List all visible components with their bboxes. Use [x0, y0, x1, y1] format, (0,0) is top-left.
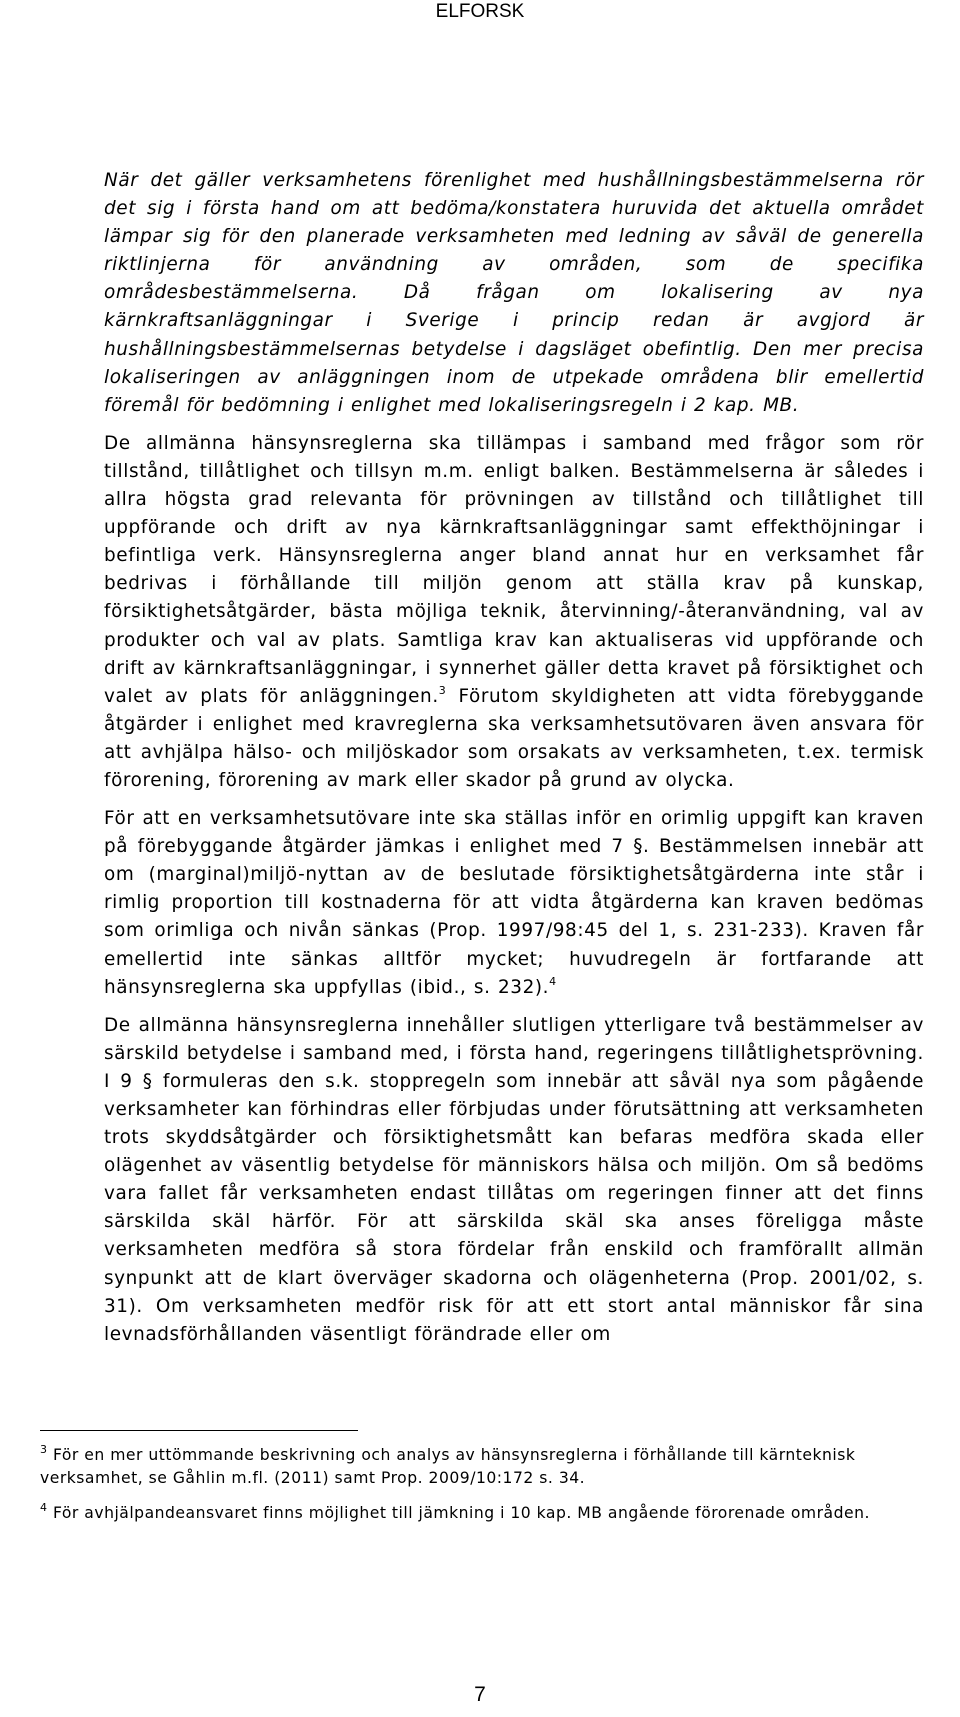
paragraph-1 — [104, 167, 924, 420]
footnote-ref-4[interactable]: 4 — [549, 974, 557, 988]
paragraph-4-text: De allmänna hänsynsreglerna innehåller slutligen ytterligare två bestämmelser av särskild betydelse i samband med, i första hand, regeringens tillåtlighetsprövning. I 9 § formuleras den s.k. stoppregeln som innebär att såväl nya som pågående verksamheter kan förhindras eller förbjudas under förutsättning att verksamheten trots skyddsåtgärder och försiktighetsmått kan befaras medföra skada eller olägenhet av väsentlig betydelse för människors hälsa och miljön. Om så bedöms vara fallet får verksamheten endast tillåtas om regeringen finner att det finns särskilda skäl härför. För att särskilda skäl ska anses föreligga måste verksamheten medföra så stora fördelar från enskild och framförallt allmän synpunkt att de klart överväger skadorna och olägenheterna (Prop. 2001/02, s. 31). Om verksamheten medför risk för att ett stort antal människor får sina levnadsförhållanden väsentligt förändrade eller om — [104, 1014, 924, 1345]
running-header: ELFORSK — [435, 1, 525, 22]
footnote-3 — [40, 1444, 920, 1490]
paragraph-2 — [104, 430, 924, 795]
paragraph-4 — [104, 1012, 924, 1349]
paragraph-3 — [104, 805, 924, 1002]
paragraph-2-text-b: Bestämmelserna är således i allra högsta grad relevanta för prövningen av tillstånd och tillåtlighet till uppförande och drift av nya kärnkraftsanläggningar samt effekthöjningar i befintliga verk. Hänsynsreglerna anger bland annat hur en verksamhet får bedrivas i förhållande till miljön genom att ställa krav på kunskap, försiktighetsåtgärder, bästa möjliga teknik, återvinning/-återanvändning, val av produkter och val av plats. Samtliga krav kan aktualiseras vid uppförande och drift av kärnkraftsanläggningar, i synnerhet gäller detta kravet på försiktighet och valet av plats för anläggningen. — [104, 460, 924, 707]
footnote-separator — [40, 1430, 358, 1431]
footnote-text: För avhjälpandeansvaret finns möjlighet till jämkning i 10 kap. MB angående förorenade områden. — [52, 1504, 870, 1522]
footnote-ref-3[interactable]: 3 — [438, 683, 447, 697]
footnotes — [40, 1444, 920, 1537]
footnote-text: För en mer uttömmande beskrivning och analys av hänsynsreglerna i förhållande till kärnteknisk verksamhet, se Gåhlin m.fl. (2011) samt Prop. 2009/10:172 s. 34. — [40, 1446, 856, 1487]
footnote-number: 3 — [40, 1443, 48, 1456]
paragraph-3-text: För att en verksamhetsutövare inte ska ställas inför en orimlig uppgift kan kraven på förebyggande åtgärder jämkas i enlighet med 7 §. Bestämmelsen innebär att om (marginal)miljö-nyttan av de beslutade försiktighetsåtgärderna inte står i rimlig proportion till kostnaderna för att vidta åtgärderna kan kraven bedömas som orimliga och nivån sänkas (Prop. 1997/98:45 del 1, s. 231-233). Kraven får emellertid inte sänkas alltför mycket; huvudregeln är fortfarande att hänsynsreglerna ska uppfyllas (ibid., s. 232). — [104, 808, 924, 998]
footnote-4 — [40, 1502, 920, 1525]
page-number: 7 — [474, 1683, 486, 1706]
footnote-number: 4 — [40, 1501, 48, 1514]
paragraph-1-text: När det gäller verksamhetens förenlighet med hushållningsbestämmelserna rör det sig i första hand om att bedöma/konstatera huruvida det aktuella området lämpar sig för den planerade verksamheten med ledning av såväl de generella riktlinjerna för användning av områden, som de specifika områdesbestämmelserna. Då frågan om lokalisering av nya kärnkraftsanläggningar i Sverige i princip redan är avgjord är hushållningsbestämmelsernas betydelse i dagsläget obefintlig. Den mer precisa lokaliseringen av anläggningen inom de utpekade områdena blir emellertid föremål för bedömning i enlighet med lokaliseringsregeln i 2 kap. MB. — [104, 170, 924, 416]
body-text — [104, 167, 924, 1359]
paragraph-2-text-a: De allmänna hänsynsreglerna ska tillämpas i samband med frågor som rör tillstånd, tillåtlighet och tillsyn m.m. enligt balken. — [104, 432, 924, 482]
paragraph-2-text-c: Förutom skyldigheten att vidta förebyggande åtgärder i enlighet med kravreglerna ska verksamhetsutövaren även ansvara för att avhjälpa hälso- och miljöskador som orsakats av verksamheten, t.ex. termisk förorening, förorening av mark eller skador på grund av olycka. — [104, 685, 924, 791]
